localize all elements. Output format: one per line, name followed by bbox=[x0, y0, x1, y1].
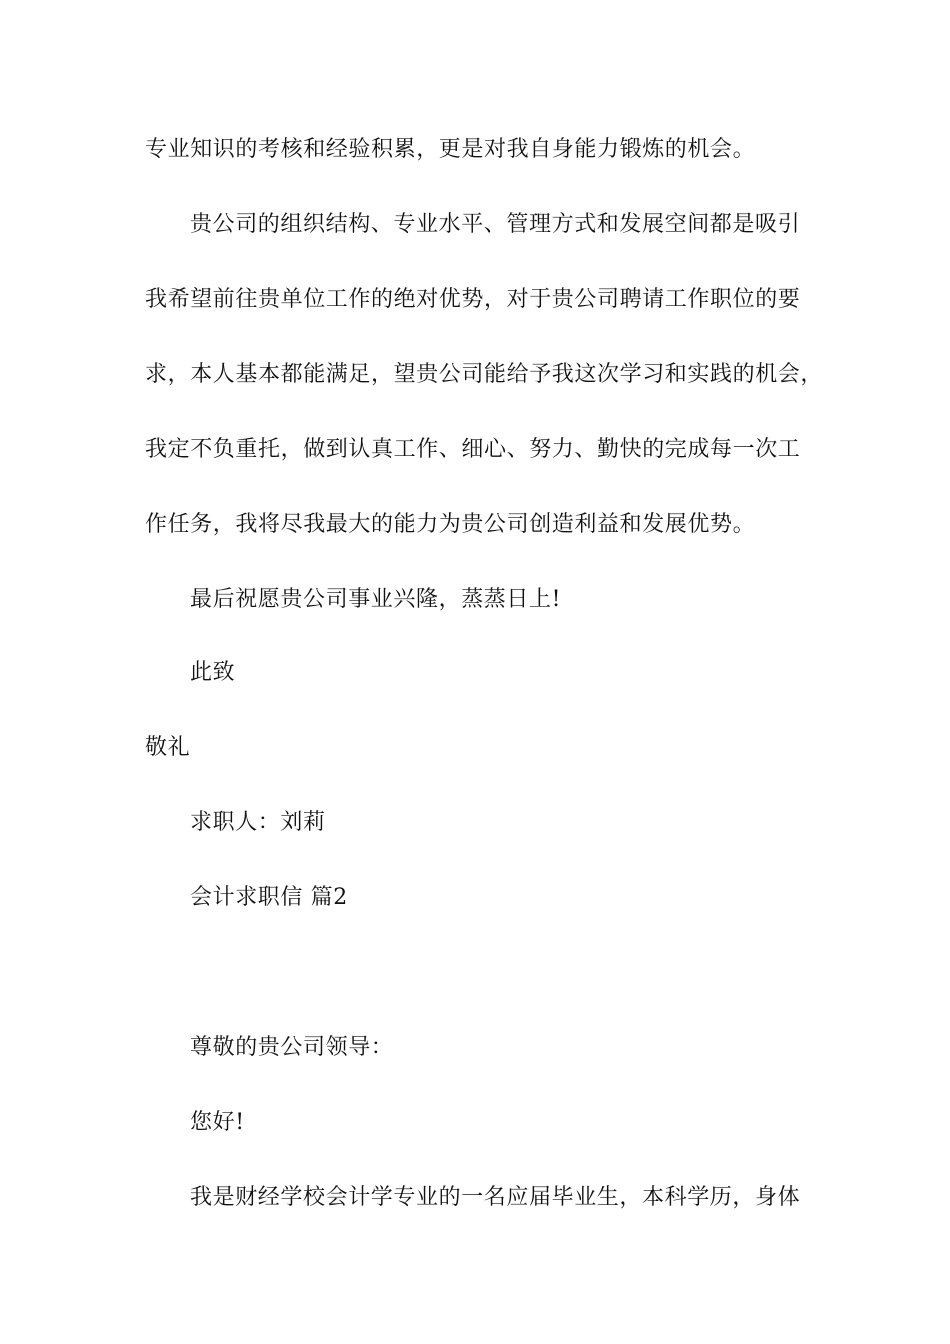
letter-hello: 您好! bbox=[190, 1110, 245, 1135]
salutation-close: 此致 bbox=[190, 660, 236, 685]
salutation-regards: 敬礼 bbox=[145, 735, 191, 760]
body-text-line: 贵公司的组织结构、专业水平、管理方式和发展空间都是吸引 bbox=[190, 212, 801, 237]
body-text-line: 专业知识的考核和经验积累，更是对我自身能力锻炼的机会。 bbox=[145, 137, 756, 162]
letter-greeting: 尊敬的贵公司领导： bbox=[190, 1035, 394, 1060]
body-text-line: 我定不负重托，做到认真工作、细心、努力、勤快的完成每一次工 bbox=[145, 437, 801, 462]
section-title: 会计求职信 篇2 bbox=[190, 885, 348, 910]
body-text-line: 作任务，我将尽我最大的能力为贵公司创造利益和发展优势。 bbox=[145, 512, 756, 537]
body-text-line: 我希望前往贵单位工作的绝对优势，对于贵公司聘请工作职位的要 bbox=[145, 287, 801, 312]
body-text-line: 我是财经学校会计学专业的一名应届毕业生，本科学历，身体 bbox=[190, 1185, 801, 1210]
body-text-line: 求，本人基本都能满足，望贵公司能给予我这次学习和实践的机会， bbox=[145, 362, 824, 387]
applicant-signature: 求职人：刘莉 bbox=[190, 810, 326, 835]
closing-wish: 最后祝愿贵公司事业兴隆，蒸蒸日上! bbox=[190, 587, 562, 612]
